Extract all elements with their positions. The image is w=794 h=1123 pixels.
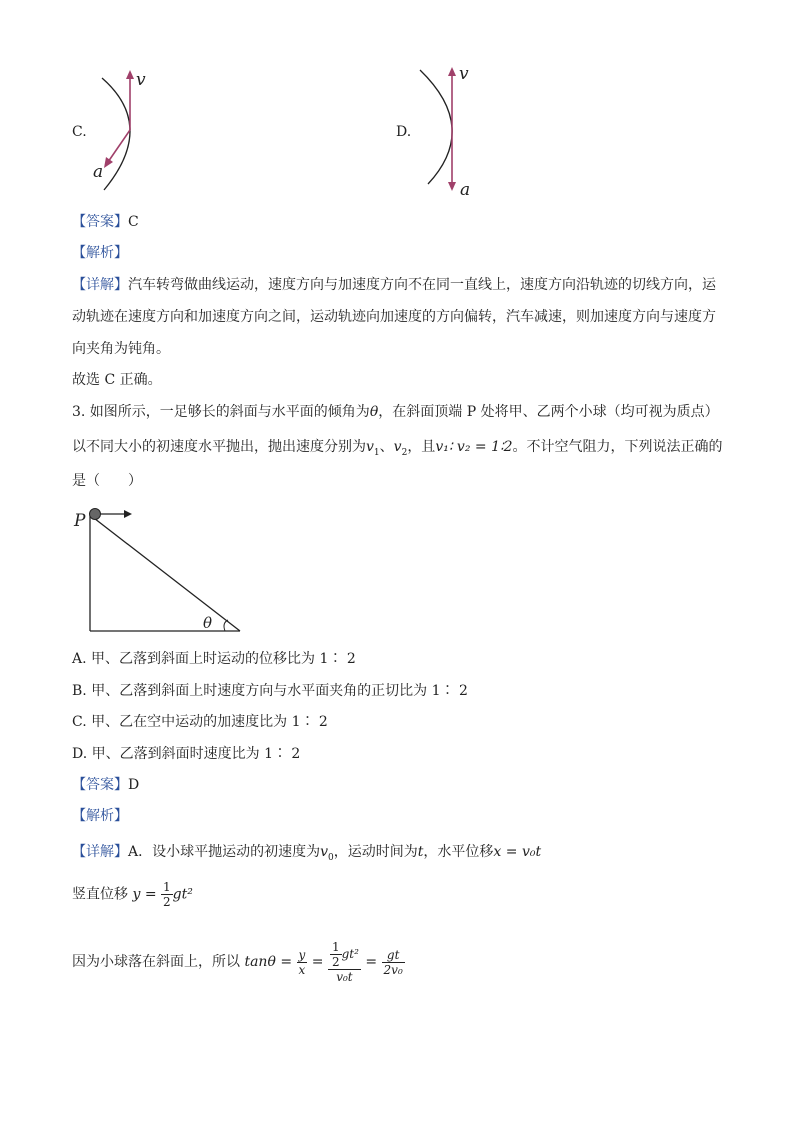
angle-theta-label: θ bbox=[203, 614, 213, 632]
inner-denominator: 2 bbox=[331, 955, 340, 969]
tan-lhs: tanθ = bbox=[244, 954, 293, 970]
velocity-arrowhead bbox=[448, 67, 456, 76]
trajectory-curve bbox=[420, 70, 452, 184]
vertical-label: 竖直位移 bbox=[72, 886, 128, 903]
trajectory-curve bbox=[102, 78, 130, 190]
detail-text: A．设小球平抛运动的初速度为 bbox=[128, 844, 321, 860]
q3-stem-line-2 bbox=[72, 437, 723, 463]
option-c-a-label: a bbox=[93, 162, 104, 182]
q3-detail-line-1 bbox=[72, 842, 541, 868]
velocity-arrowhead bbox=[126, 70, 134, 79]
detail-text: ，水平位移 bbox=[423, 844, 494, 860]
v0-symbol: v bbox=[320, 844, 329, 860]
fraction-denominator: v₀t bbox=[336, 970, 353, 984]
q2-answer-line bbox=[72, 212, 139, 232]
acceleration-arrowhead bbox=[448, 182, 456, 191]
point-p-label: P bbox=[74, 511, 86, 531]
half-fraction bbox=[161, 880, 173, 909]
fraction-numerator: 1 bbox=[163, 880, 171, 894]
v1-symbol: v bbox=[366, 439, 374, 455]
y-eq-lhs: y = bbox=[132, 886, 157, 903]
q3-option-a: A. 甲、乙落到斜面上时运动的位移比为 1∶ 2 bbox=[72, 651, 356, 667]
q3-analysis-line bbox=[72, 806, 128, 826]
detail-text: ，运动时间为 bbox=[333, 844, 418, 860]
answer-tag: 【答案】 bbox=[72, 777, 128, 793]
gt-over-2v0 bbox=[382, 948, 405, 977]
incline-slope bbox=[90, 515, 240, 631]
q3-stem-line-1 bbox=[72, 402, 719, 422]
launch-arrowhead bbox=[124, 510, 132, 518]
q3-vertical-displacement bbox=[72, 880, 193, 909]
q2-conclusion: 故选 C 正确。 bbox=[72, 372, 162, 388]
option-d-a-label: a bbox=[460, 180, 471, 200]
option-c-v-label: v bbox=[136, 70, 146, 90]
ball bbox=[90, 509, 101, 520]
t-symbol: t bbox=[417, 844, 424, 860]
gt-squared: gt² bbox=[172, 886, 193, 903]
acceleration-arrow bbox=[108, 130, 130, 162]
answer-value: D bbox=[128, 777, 140, 793]
detail-tag: 【详解】 bbox=[72, 277, 128, 293]
q3-option-c: C. 甲、乙在空中运动的加速度比为 1∶ 2 bbox=[72, 714, 328, 730]
acceleration-arrowhead bbox=[104, 157, 113, 168]
stem-text: 以不同大小的初速度水平抛出，抛出速度分别为 bbox=[72, 439, 366, 455]
q3-option-b: B. 甲、乙落到斜面上时速度方向与水平面夹角的正切比为 1∶ 2 bbox=[72, 683, 468, 699]
q2-detail-line-3: 向夹角为钝角。 bbox=[72, 341, 170, 357]
stem-text: ，且 bbox=[407, 439, 436, 455]
because-text: 因为小球落在斜面上，所以 bbox=[72, 954, 240, 970]
analysis-tag: 【解析】 bbox=[72, 245, 128, 261]
separator: 、 bbox=[379, 439, 394, 455]
q2-analysis-line bbox=[72, 243, 128, 263]
horizontal-displacement-eq: x = v₀t bbox=[493, 844, 542, 860]
q3-answer-line bbox=[72, 775, 139, 795]
option-c-label: C. bbox=[72, 124, 87, 140]
stem-text: ，在斜面顶端 P 处将甲、乙两个小球（均可视为质点） bbox=[378, 404, 719, 420]
answer-tag: 【答案】 bbox=[72, 214, 128, 230]
gt-squared: gt² bbox=[341, 947, 359, 961]
figure-option-d bbox=[408, 64, 498, 199]
detail-tag: 【详解】 bbox=[72, 844, 128, 860]
option-d-label: D. bbox=[396, 124, 412, 140]
analysis-tag: 【解析】 bbox=[72, 808, 128, 824]
y-over-x bbox=[297, 948, 308, 977]
detail-text: 汽车转弯做曲线运动，速度方向与加速度方向不在同一直线上，速度方向沿轨迹的切线方向，运 bbox=[128, 277, 716, 293]
q3-tan-equation: 因为小球落在斜面上，所以 tanθ = $\frac{y}{x}$ = $\frac{1}{2}$ gt² v₀t = $\frac{gt}{\text{2v₀}}$ bbox=[72, 940, 403, 984]
v1-subscript: 1 bbox=[373, 447, 380, 458]
v0-subscript: 0 bbox=[328, 852, 334, 863]
fraction-denominator: x bbox=[298, 962, 306, 977]
stem-text: 3. 如图所示，一足够长的斜面与水平面的倾角为 bbox=[72, 404, 370, 420]
fraction-numerator: y bbox=[298, 947, 306, 962]
answer-value: C bbox=[128, 214, 139, 230]
fraction-numerator bbox=[328, 940, 361, 970]
velocity-ratio: v₁∶ v₂ = 1∶2 bbox=[435, 439, 513, 455]
compound-fraction bbox=[328, 940, 361, 984]
fraction-denominator: 2v₀ bbox=[383, 962, 403, 977]
v2-subscript: 2 bbox=[401, 447, 408, 458]
stem-text: 。不计空气阻力，下列说法正确的 bbox=[512, 439, 723, 455]
fraction-denominator: 2 bbox=[163, 895, 171, 909]
incline-figure bbox=[70, 505, 250, 635]
fraction-numerator: gt bbox=[382, 948, 405, 963]
inner-numerator: 1 bbox=[331, 940, 340, 954]
option-d-v-label: v bbox=[459, 64, 469, 84]
q2-detail-line-2: 动轨迹在速度方向和加速度方向之间，运动轨迹向加速度的方向偏转，汽车减速，则加速度方向与速度方 bbox=[72, 309, 716, 325]
q3-stem-line-3: 是（ ） bbox=[72, 473, 142, 489]
theta-symbol: θ bbox=[369, 404, 379, 420]
v2-symbol: v bbox=[393, 439, 402, 455]
q2-detail-line-1 bbox=[72, 275, 716, 295]
q3-option-d: D. 甲、乙落到斜面时速度比为 1∶ 2 bbox=[72, 746, 301, 762]
